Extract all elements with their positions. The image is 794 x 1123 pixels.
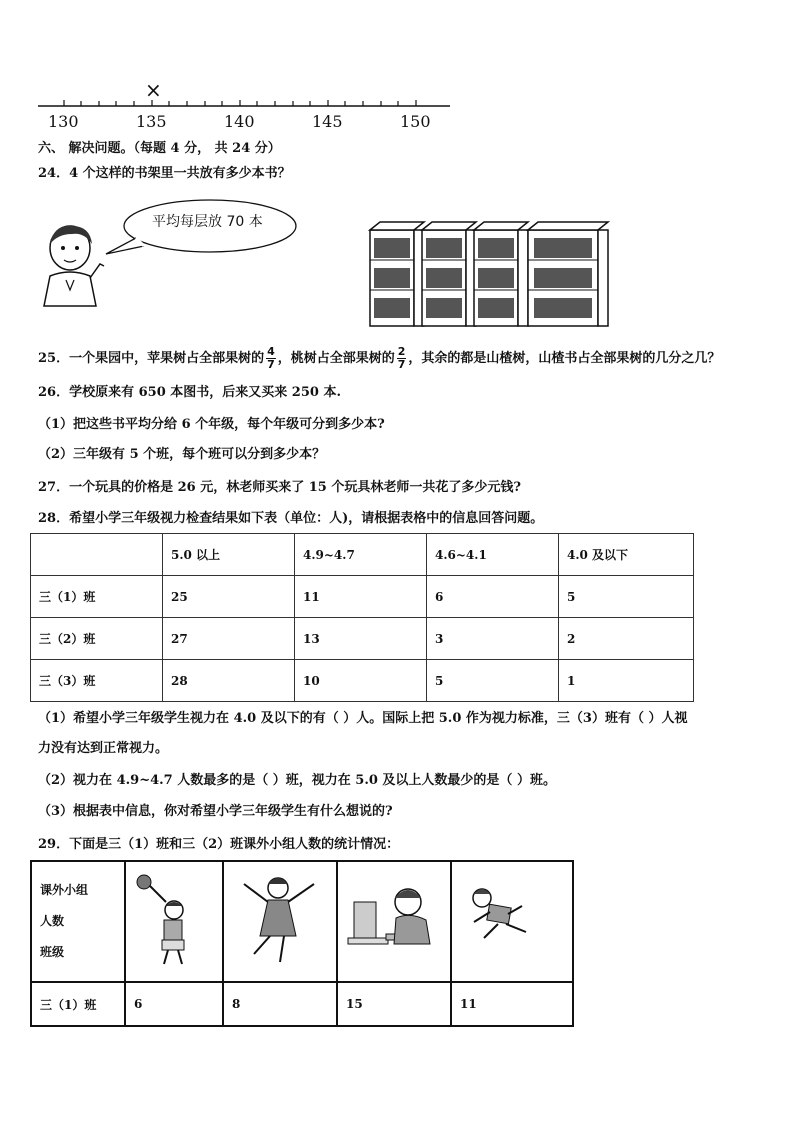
table-cell: 6 bbox=[427, 576, 559, 618]
header-label-count: 人数 bbox=[40, 914, 65, 928]
table-row bbox=[31, 576, 694, 618]
table-header-cell: 4.0 及以下 bbox=[559, 534, 694, 576]
question-28-sub-2: （2）视力在 4.9~4.7 人数最多的是（ ）班，视力在 5.0 及以上人数最少的是（ ）班。 bbox=[38, 773, 556, 788]
number-line-marker: × bbox=[145, 78, 162, 102]
boy-illustration bbox=[36, 220, 106, 312]
table-cell: 三（1）班 bbox=[31, 576, 163, 618]
question-27: 27．一个玩具的价格是 26 元，林老师买来了 15 个玩具林老师一共花了多少元钱? bbox=[38, 480, 521, 495]
fraction-4-7 bbox=[266, 346, 276, 371]
question-24: 24．4 个这样的书架里一共放有多少本书？ bbox=[38, 166, 291, 181]
tick-label-145: 145 bbox=[312, 112, 343, 131]
table-cell: 25 bbox=[163, 576, 295, 618]
tick-label-130: 130 bbox=[48, 112, 79, 131]
basketball-player-icon bbox=[126, 862, 222, 978]
question-28-sub-1a: （1）希望小学三年级学生视力在 4.0 及以下的有（ ）人。国际上把 5.0 作为视力标准，三（3）班有（ ）人视 bbox=[38, 711, 688, 726]
header-label-group: 课外小组 bbox=[40, 883, 89, 897]
table-cell: 27 bbox=[163, 618, 295, 660]
dancing-girl-icon bbox=[224, 862, 336, 978]
table-cell: 11 bbox=[295, 576, 427, 618]
table-row bbox=[31, 982, 573, 1026]
fraction-2-7 bbox=[397, 346, 407, 371]
table-cell: 11 bbox=[451, 982, 573, 1026]
table-header-cell bbox=[31, 534, 163, 576]
vision-table bbox=[30, 533, 694, 702]
table-header-row bbox=[31, 534, 694, 576]
header-label-class: 班级 bbox=[40, 945, 65, 959]
table-row bbox=[31, 618, 694, 660]
tick-label-135: 135 bbox=[136, 112, 167, 131]
table-header-cell: 4.6~4.1 bbox=[427, 534, 559, 576]
bookshelves-illustration bbox=[366, 220, 612, 332]
table-cell: 3 bbox=[427, 618, 559, 660]
table-row-label: 三（1）班 bbox=[31, 982, 125, 1026]
table-cell: 8 bbox=[223, 982, 337, 1026]
fraction-denominator: 7 bbox=[397, 358, 406, 371]
section-title: 六、 解决问题。（每题 4 分， 共 24 分） bbox=[38, 141, 281, 156]
number-line-axis bbox=[0, 80, 794, 120]
tick-label-140: 140 bbox=[224, 112, 255, 131]
activity-table bbox=[30, 860, 574, 1027]
table-cell: 10 bbox=[295, 660, 427, 702]
table-cell: 6 bbox=[125, 982, 223, 1026]
question-26-sub-2: （2）三年级有 5 个班，每个班可以分到多少本？ bbox=[38, 447, 326, 462]
question-28-sub-1b: 力没有达到正常视力。 bbox=[38, 741, 169, 756]
q25-text-2: ，桃树占全部果树的 bbox=[277, 351, 395, 366]
table-cell: 28 bbox=[163, 660, 295, 702]
q25-text-1: 25．一个果园中，苹果树占全部果树的 bbox=[38, 351, 265, 366]
computer-boy-icon bbox=[338, 862, 450, 978]
table-header-cell bbox=[337, 861, 451, 982]
question-29: 29．下面是三（1）班和三（2）班课外小组人数的统计情况： bbox=[38, 837, 400, 852]
table-cell: 1 bbox=[559, 660, 694, 702]
table-cell: 三（2）班 bbox=[31, 618, 163, 660]
table-header-cell bbox=[125, 861, 223, 982]
table-header-cell bbox=[451, 861, 573, 982]
table-row bbox=[31, 660, 694, 702]
table-cell: 13 bbox=[295, 618, 427, 660]
question-26-sub-1: （1）把这些书平均分给 6 个年级，每个年级可分到多少本? bbox=[38, 417, 385, 432]
table-cell: 5 bbox=[559, 576, 694, 618]
table-header-row bbox=[31, 861, 573, 982]
table-header-cell: 5.0 以上 bbox=[163, 534, 295, 576]
question-25 bbox=[38, 346, 720, 371]
fraction-denominator: 7 bbox=[267, 358, 275, 371]
speech-bubble-text: 平均每层放 70 本 bbox=[152, 214, 263, 230]
question-28-sub-3: （3）根据表中信息，你对希望小学三年级学生有什么想说的? bbox=[38, 804, 393, 819]
table-cell: 15 bbox=[337, 982, 451, 1026]
question-26: 26．学校原来有 650 本图书，后来又买来 250 本. bbox=[38, 385, 341, 400]
running-boy-icon bbox=[452, 862, 558, 978]
fraction-numerator: 2 bbox=[397, 345, 406, 358]
fraction-numerator: 4 bbox=[267, 345, 275, 358]
table-cell: 2 bbox=[559, 618, 694, 660]
tick-label-150: 150 bbox=[400, 112, 431, 131]
table-header-corner-cell bbox=[31, 861, 125, 982]
question-28: 28．希望小学三年级视力检查结果如下表（单位：人)，请根据表格中的信息回答问题。 bbox=[38, 511, 544, 526]
table-header-cell: 4.9~4.7 bbox=[295, 534, 427, 576]
q25-text-3: ，其余的都是山楂树，山楂书占全部果树的几分之几？ bbox=[408, 351, 721, 366]
table-cell: 5 bbox=[427, 660, 559, 702]
table-header-cell bbox=[223, 861, 337, 982]
table-cell: 三（3）班 bbox=[31, 660, 163, 702]
